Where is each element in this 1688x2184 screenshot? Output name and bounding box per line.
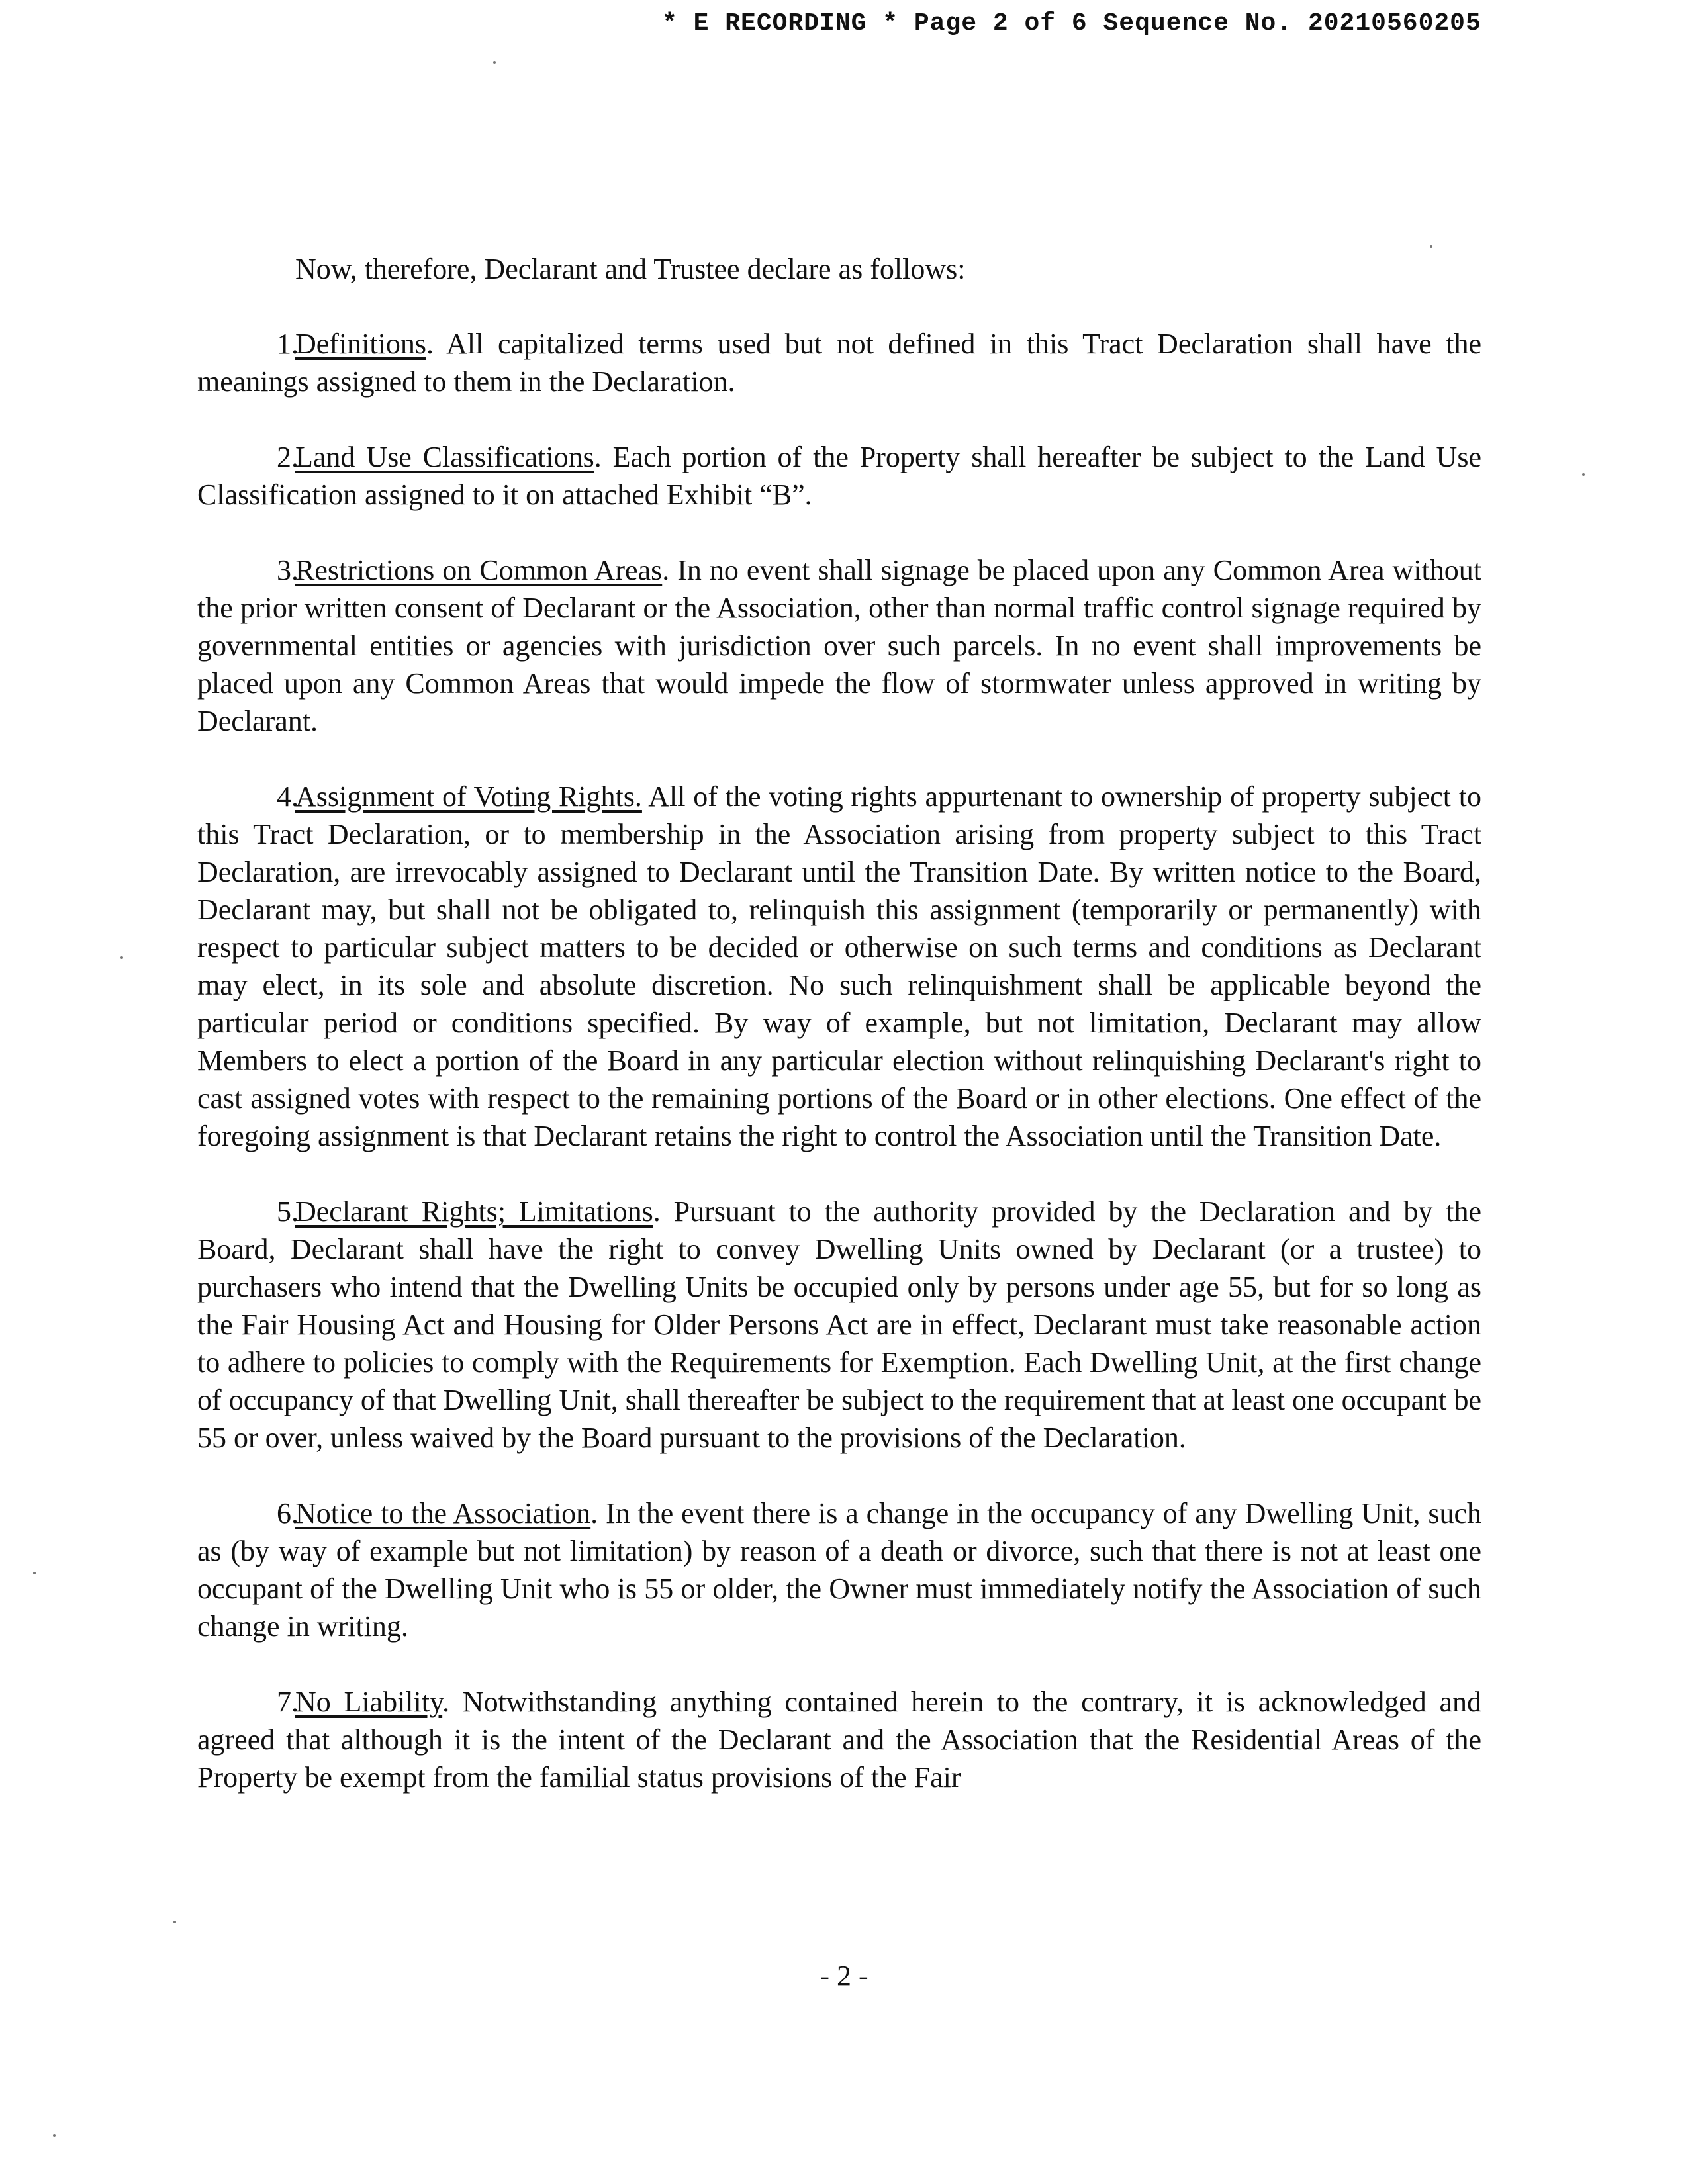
section-number: 4. xyxy=(277,780,299,813)
recording-header: * E RECORDING * Page 2 of 6 Sequence No. 20210560205 xyxy=(662,9,1481,38)
section-1 xyxy=(197,325,1481,400)
section-5 xyxy=(197,1193,1481,1457)
section-text: All of the voting rights appurtenant to ownership of property subject to this Tract Declaration, or to membership in the Association arising from property subject to this Tract Declaration, are irrevocably assigned to Declarant until the Transition Date. By written notice to the Board, Declarant may, but shall not be obligated to, relinquish this assignment (temporarily or permanently) with respect to particular subject matters to be decided or otherwise on such terms and conditions as Declarant may elect, in its sole and absolute discretion. No such relinquishment shall be applicable beyond the particular period or conditions specified. By way of example, but not limitation, Declarant may allow Members to elect a portion of the Board in any particular election without relinquishing Declarant's right to cast assigned votes with respect to the remaining portions of the Board or in other elections. One effect of the foregoing assignment is that Declarant retains the right to control the Association until the Transition Date. xyxy=(197,780,1481,1152)
section-text: . Each portion of the Property shall hereafter be subject to the Land Use Classification assigned to it on attached Exhibit “B”. xyxy=(197,441,1481,511)
section-number: 6. xyxy=(277,1497,299,1529)
section-title: Assignment of Voting Rights. xyxy=(295,780,642,813)
section-number: 2. xyxy=(277,441,299,473)
section-4 xyxy=(197,778,1481,1155)
intro-line: Now, therefore, Declarant and Trustee declare as follows: xyxy=(295,253,966,285)
scan-speck xyxy=(120,956,123,959)
section-number: 1. xyxy=(277,328,299,360)
scan-speck xyxy=(53,2134,56,2137)
section-title: Notice to the Association xyxy=(295,1497,591,1529)
scan-speck xyxy=(33,1572,36,1574)
section-text: . In no event shall signage be placed upon any Common Area without the prior written consent of Declarant or the Association, other than normal traffic control signage required by governmental entities or agencies with jurisdiction over such parcels. In no event shall improvements be placed upon any Common Areas that would impede the flow of stormwater unless approved in writing by Declarant. xyxy=(197,554,1482,737)
sections-container xyxy=(197,325,1481,1834)
page-number: - 2 - xyxy=(820,1960,868,1992)
scan-speck xyxy=(173,1921,176,1923)
section-3 xyxy=(197,551,1481,740)
scan-speck xyxy=(493,61,496,64)
section-title: Definitions xyxy=(295,328,426,360)
section-title: Restrictions on Common Areas xyxy=(295,554,663,586)
section-number: 5. xyxy=(277,1195,299,1228)
section-number: 3. xyxy=(277,554,299,586)
section-title: Land Use Classifications xyxy=(295,441,594,473)
section-title: No Liability xyxy=(295,1686,443,1718)
scan-speck xyxy=(1430,245,1432,248)
section-text: . In the event there is a change in the occupancy of any Dwelling Unit, such as (by way of example but not limitation) by reason of a death or divorce, such that there is not at least one occupant of the Dwelling Unit who is 55 or older, the Owner must immediately notify the Association of such change in writing. xyxy=(197,1497,1481,1643)
scan-speck xyxy=(1582,473,1585,476)
section-2 xyxy=(197,438,1481,514)
section-title: Declarant Rights; Limitations xyxy=(295,1195,653,1228)
section-6 xyxy=(197,1494,1481,1645)
section-text: . Pursuant to the authority provided by the Declaration and by the Board, Declarant shall have the right to convey Dwelling Units owned by Declarant (or a trustee) to purchasers who intend that the Dwelling Units be occupied only by persons under age 55, but for so long as the Fair Housing Act and Housing for Older Persons Act are in effect, Declarant must take reasonable action to adhere to policies to comply with the Requirements for Exemption. Each Dwelling Unit, at the first change of occupancy of that Dwelling Unit, shall thereafter be subject to the requirement that at least one occupant be 55 or over, unless waived by the Board pursuant to the provisions of the Declaration. xyxy=(197,1195,1482,1454)
section-7 xyxy=(197,1683,1481,1796)
section-text: . All capitalized terms used but not defined in this Tract Declaration shall have the meanings assigned to them in the Declaration. xyxy=(197,328,1481,398)
section-number: 7. xyxy=(277,1686,299,1718)
section-text: . Notwithstanding anything contained herein to the contrary, it is acknowledged and agreed that although it is the intent of the Declarant and the Association that the Residential Areas of the Property be exempt from the familial status provisions of the Fair xyxy=(197,1686,1481,1794)
